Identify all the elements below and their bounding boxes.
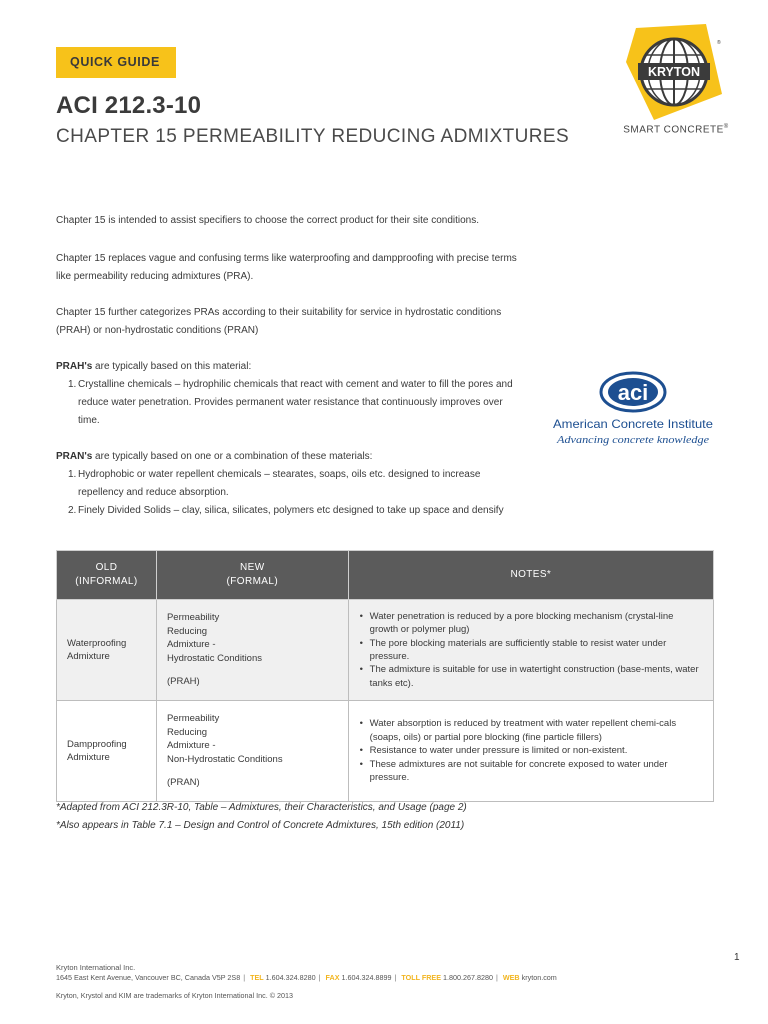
table-row bbox=[57, 600, 714, 701]
prah-intro: PRAH's are typically based on this material: bbox=[56, 361, 252, 372]
list-item: • Water penetration is reduced by a pore blocking mechanism (crystal-line growth or polymer plug) bbox=[359, 610, 703, 637]
list-item: • These admixtures are not suitable for concrete exposed to water under pressure. bbox=[359, 758, 703, 785]
footer-contact: 1645 East Kent Avenue, Vancouver BC, Canada V5P 2S8 | TEL 1.604.324.8280 | FAX 1.604.324.8899 | TOLL FREE 1.800.267.8280 | WEB kryton.com bbox=[56, 973, 557, 982]
intro-paragraph-1: Chapter 15 is intended to assist specifiers to choose the correct product for their site conditions. bbox=[56, 215, 479, 226]
notes-cell bbox=[348, 701, 713, 802]
old-term-cell: Dampproofing Admixture bbox=[57, 701, 157, 802]
pran-term: PRAN's bbox=[56, 451, 93, 462]
footer-trademark: Kryton, Krystol and KIM are trademarks of Kryton International Inc. © 2013 bbox=[56, 991, 294, 1000]
footer-company: Kryton International Inc. bbox=[56, 963, 136, 972]
intro-paragraph-2: Chapter 15 replaces vague and confusing terms like waterproofing and dampproofing with precise terms like permeability reducing admixtures (PRA). bbox=[56, 253, 517, 282]
list-item: • Resistance to water under pressure is limited or non-existent. bbox=[359, 744, 703, 757]
svg-text:®: ® bbox=[717, 40, 721, 46]
aci-slogan: Advancing concrete knowledge bbox=[555, 434, 710, 446]
header-new: NEW (FORMAL) bbox=[156, 551, 348, 600]
website-link[interactable]: kryton.com bbox=[521, 973, 557, 982]
prah-list bbox=[56, 376, 526, 430]
aci-logo bbox=[551, 370, 716, 450]
list-item: • The pore blocking materials are sufficiently stable to resist water under pressure. bbox=[359, 637, 703, 664]
footnote-2: *Also appears in Table 7.1 – Design and Control of Concrete Admixtures, 15th edition (2011) bbox=[56, 820, 465, 831]
admixture-table bbox=[56, 550, 714, 802]
list-item: 2. Finely Divided Solids – clay, silica, silicates, polymers etc designed to take up space and densify bbox=[68, 505, 504, 516]
list-item: 1. Crystalline chemicals – hydrophilic chemicals that react with cement and water to fill the pores and reduce water penetration. Provides permanent water resistance that continuously improves over time. bbox=[68, 379, 513, 426]
pran-list bbox=[56, 466, 526, 520]
table-row bbox=[57, 701, 714, 802]
kryton-logo bbox=[624, 22, 724, 122]
page-title: ACI 212.3-10 bbox=[56, 92, 202, 119]
table-header-row bbox=[57, 551, 714, 600]
quick-guide-badge: QUICK GUIDE bbox=[56, 47, 176, 78]
aci-mark: aci bbox=[617, 380, 649, 405]
intro-paragraph-3: Chapter 15 further categorizes PRAs according to their suitability for service in hydrostatic conditions (PRAH) or non-hydrostatic conditions (PRAN) bbox=[56, 307, 502, 336]
list-item: • Water absorption is reduced by treatment with water repellent chemi-cals (soaps, oils) or partial pore blocking (fine particle fillers) bbox=[359, 717, 703, 744]
footnote-1: *Adapted from ACI 212.3R-10, Table – Admixtures, their Characteristics, and Usage (page 2) bbox=[56, 802, 467, 813]
list-item: • The admixture is suitable for use in watertight construction (base-ments, water tanks etc). bbox=[359, 663, 703, 690]
aci-name: American Concrete Institute bbox=[553, 417, 714, 431]
prah-term: PRAH's bbox=[56, 361, 93, 372]
old-term-cell: Waterproofing Admixture bbox=[57, 600, 157, 701]
kryton-logo-text: KRYTON bbox=[647, 65, 701, 79]
pran-intro: PRAN's are typically based on one or a combination of these materials: bbox=[56, 451, 373, 462]
header-old: OLD (INFORMAL) bbox=[57, 551, 157, 600]
page-number: 1 bbox=[734, 952, 740, 963]
new-term-cell: Permeability Reducing Admixture - Non-Hydrostatic Conditions (PRAN) bbox=[156, 701, 348, 802]
brand-tagline: SMART CONCRETE® bbox=[623, 124, 729, 136]
header-notes: NOTES* bbox=[348, 551, 713, 600]
list-item: 1. Hydrophobic or water repellent chemicals – stearates, soaps, oils etc. designed to increase repellency and reduce absorption. bbox=[68, 469, 481, 498]
page-subtitle: CHAPTER 15 PERMEABILITY REDUCING ADMIXTURES bbox=[56, 126, 570, 147]
new-term-cell: Permeability Reducing Admixture - Hydrostatic Conditions (PRAH) bbox=[156, 600, 348, 701]
notes-cell bbox=[348, 600, 713, 701]
